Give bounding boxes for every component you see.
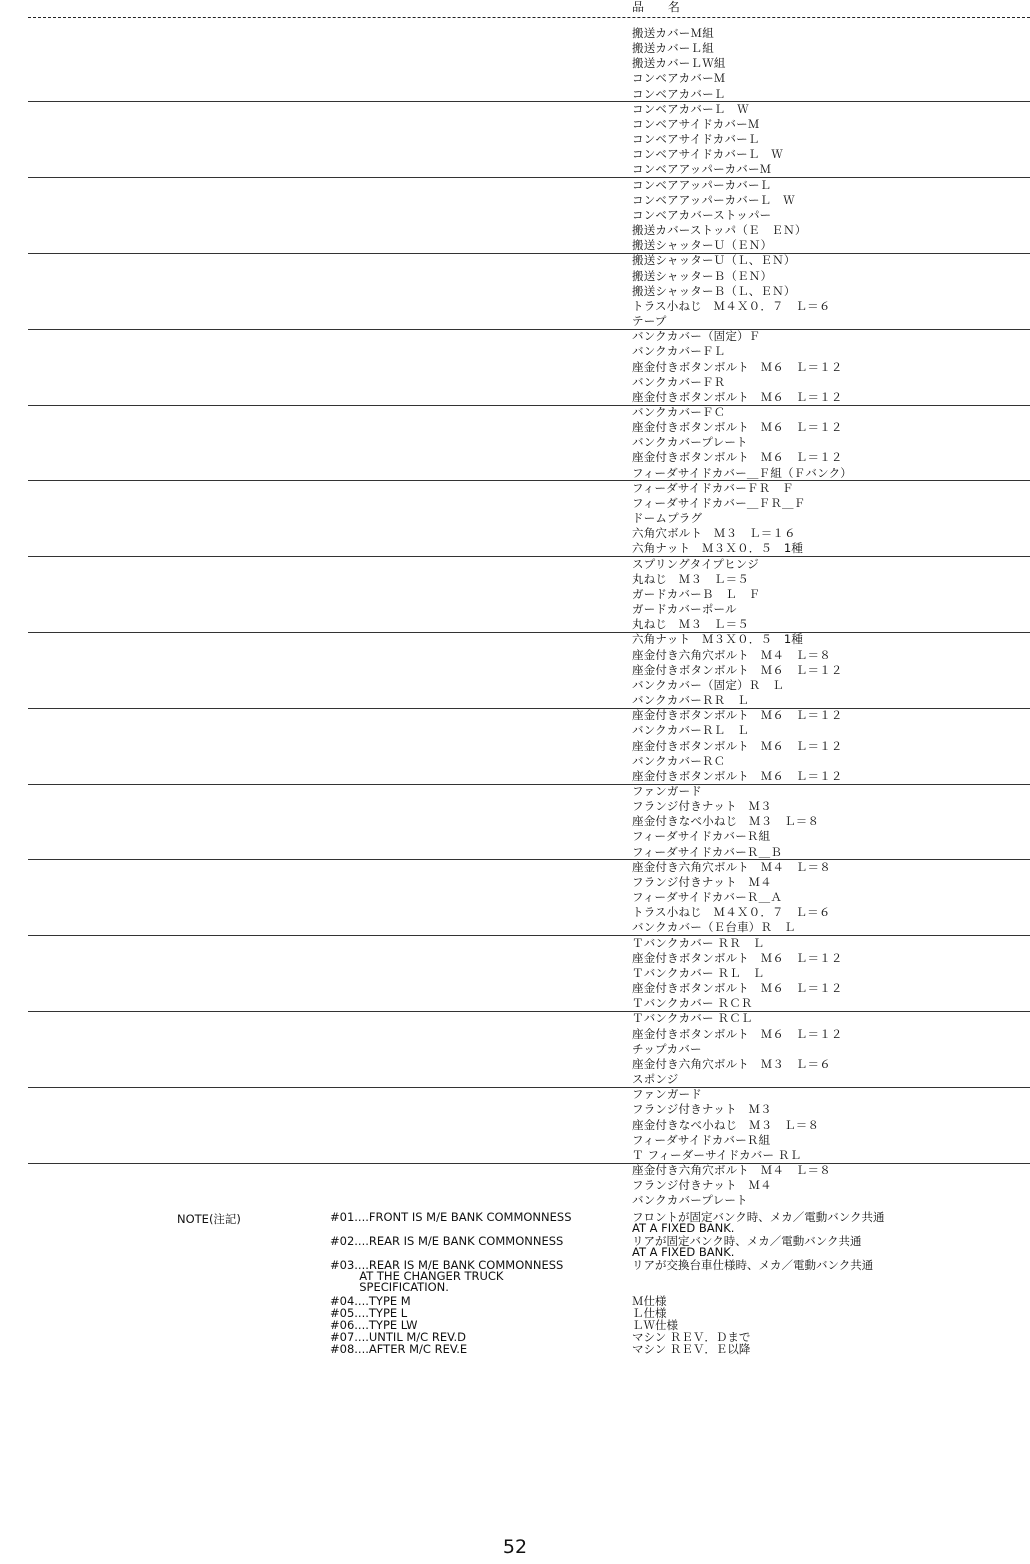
list-item: 座金付きボタンボルト Ｍ６ Ｌ＝１２ (632, 950, 843, 965)
list-item: チップカバー (632, 1041, 702, 1056)
list-item: バンクカバーＲＲ Ｌ (632, 693, 749, 708)
list-item: コンベアカバーＬ (632, 86, 726, 101)
list-item: 搬送シャッターＵ（Ｌ、ＥＮ） (632, 253, 796, 268)
list-item: 座金付きボタンボルト Ｍ６ Ｌ＝１２ (632, 662, 843, 677)
list-item: フィーダサイドカバー＿Ｆ組（Ｆバンク） (632, 465, 852, 480)
list-item: フィーダサイドカバーＲ＿Ｂ (632, 844, 783, 859)
list-item: 座金付き六角穴ボルト Ｍ４ Ｌ＝８ (632, 859, 831, 874)
list-item: 座金付き六角穴ボルト Ｍ３ Ｌ＝６ (632, 1056, 831, 1071)
note-entry-en: #04....TYPE M (330, 1294, 411, 1308)
list-item: 座金付きボタンボルト Ｍ６ Ｌ＝１２ (632, 708, 843, 723)
list-item: 搬送シャッターＵ（ＥＮ） (632, 238, 773, 253)
page-number: 52 (502, 1536, 528, 1558)
list-item: 搬送カバーＬＷ組 (632, 56, 726, 71)
list-item: バンクカバー（Ｅ台車）Ｒ Ｌ (632, 920, 796, 935)
list-item: コンベアアッパーカバーＭ (632, 162, 772, 177)
note-entry-en: #02....REAR IS M/E BANK COMMONNESS (330, 1234, 564, 1248)
row-separator (28, 177, 1030, 178)
list-item: バンクカバー（固定）Ｒ Ｌ (632, 677, 784, 692)
list-item: 座金付きボタンボルト Ｍ６ Ｌ＝１２ (632, 768, 843, 783)
list-item: 六角ナット Ｍ３Ｘ０．５ 1種 (632, 541, 804, 556)
list-item: 搬送シャッターＢ（ＥＮ） (632, 268, 773, 283)
list-item: コンベアサイドカバーＬ (632, 132, 760, 147)
note-entry-jp: ＬＷ仕様 (632, 1318, 678, 1332)
list-item: 六角ナット Ｍ３Ｘ０．５ 1種 (632, 632, 804, 647)
row-separator (28, 556, 1030, 557)
list-item: スプリングタイプヒンジ (632, 556, 759, 571)
list-item: バンクカバーＦＣ (632, 405, 726, 419)
list-item: フランジ付きナット Ｍ４ (632, 1178, 772, 1193)
list-item: テープ (632, 314, 667, 329)
list-item: 座金付きボタンボルト Ｍ６ Ｌ＝１２ (632, 450, 843, 465)
note-entry-jp: マシン ＲＥＶ．Ｄまで (632, 1330, 751, 1344)
header-divider (28, 17, 1030, 18)
list-item: トラス小ねじ Ｍ４Ｘ０．７ Ｌ＝６ (632, 298, 831, 313)
list-item: フィーダサイドカバーＦＲ Ｆ (632, 480, 794, 495)
note-entry-jp: Ｌ仕様 (632, 1306, 667, 1320)
list-item: 座金付きボタンボルト Ｍ６ Ｌ＝１２ (632, 738, 843, 753)
list-item: フィーダサイドカバーＲ＿Ａ (632, 890, 783, 905)
list-item: 丸ねじ Ｍ３ Ｌ＝５ (632, 617, 749, 632)
list-item: フィーダサイドカバーＲ組 (632, 829, 771, 844)
note-entry-en: #01....FRONT IS M/E BANK COMMONNESS (330, 1210, 572, 1224)
list-item: フランジ付きナット Ｍ３ (632, 1102, 772, 1117)
row-separator (28, 859, 1030, 860)
list-item: フランジ付きナット Ｍ３ (632, 799, 772, 814)
list-item: 座金付きボタンボルト Ｍ６ Ｌ＝１２ (632, 389, 843, 404)
list-item: 座金付きボタンボルト Ｍ６ Ｌ＝１２ (632, 420, 843, 435)
list-item: 搬送カバーストッパ（Ｅ ＥＮ） (632, 223, 807, 238)
list-item: コンベアカバーＭ (632, 71, 726, 86)
note-entry-jp: リアが交換台車仕様時、メカ／電動バンク共通 (632, 1258, 874, 1272)
row-separator (28, 480, 1030, 481)
list-item: 座金付きボタンボルト Ｍ６ Ｌ＝１２ (632, 359, 843, 374)
list-item: バンクカバーＲＣ (632, 753, 726, 768)
list-item: バンクカバーＦＲ (632, 374, 726, 389)
list-item: 搬送カバーＬ組 (632, 41, 714, 56)
list-item: Ｔ フィーダーサイドカバー ＲＬ (632, 1147, 802, 1162)
note-entry-en: #07....UNTIL M/C REV.D (330, 1330, 467, 1344)
row-separator (28, 784, 1030, 785)
list-item: Ｔバンクカバー ＲＣＲ (632, 996, 753, 1011)
list-item: 座金付きなべ小ねじ Ｍ３ Ｌ＝８ (632, 814, 820, 829)
row-separator (28, 253, 1030, 254)
note-entry-en: #08....AFTER M/C REV.E (330, 1342, 468, 1356)
list-item: 座金付きボタンボルト Ｍ６ Ｌ＝１２ (632, 1026, 843, 1041)
list-item: トラス小ねじ Ｍ４Ｘ０．７ Ｌ＝６ (632, 905, 831, 920)
note-entry-en: #05....TYPE L (330, 1306, 408, 1320)
list-item: ガードカバーポール (632, 602, 737, 617)
list-item: フィーダサイドカバーＲ組 (632, 1132, 771, 1147)
row-separator (28, 1163, 1030, 1164)
list-item: フィーダサイドカバー＿ＦＲ＿Ｆ (632, 495, 806, 510)
list-item: コンベアアッパーカバーＬ (632, 177, 772, 192)
list-item: コンベアサイドカバーＭ (632, 116, 760, 131)
list-item: フランジ付きナット Ｍ４ (632, 874, 772, 889)
column-header-item-name: 品 名 (632, 0, 690, 14)
list-item: 搬送カバーＭ組 (632, 26, 714, 40)
list-item: スポンジ (632, 1072, 679, 1087)
list-item: ドームプラグ (632, 511, 703, 526)
row-separator (28, 1087, 1030, 1088)
list-item: 座金付き六角穴ボルト Ｍ４ Ｌ＝８ (632, 647, 831, 662)
list-item: ファンガード (632, 1087, 702, 1102)
list-item: バンクカバー（固定）Ｆ (632, 329, 761, 344)
list-item: 座金付き六角穴ボルト Ｍ４ Ｌ＝８ (632, 1163, 831, 1177)
row-separator (28, 101, 1030, 102)
list-item: 丸ねじ Ｍ３ Ｌ＝５ (632, 571, 749, 586)
row-separator (28, 1011, 1030, 1012)
list-item: ガードカバーＢ Ｌ Ｆ (632, 586, 761, 601)
list-item: バンクカバーＲＬ Ｌ (632, 723, 749, 738)
row-separator (28, 329, 1030, 330)
list-item: 座金付きなべ小ねじ Ｍ３ Ｌ＝８ (632, 1117, 820, 1132)
row-separator (28, 405, 1030, 406)
list-item: バンクカバープレート (632, 435, 748, 450)
row-separator (28, 935, 1030, 936)
note-entry-jp: リアが固定バンク時、メカ／電動バンク共通 AT A FIXED BANK. (632, 1234, 862, 1259)
list-item: Ｔバンクカバー ＲＲ Ｌ (632, 935, 765, 950)
list-item: バンクカバープレート (632, 1193, 748, 1208)
list-item: Ｔバンクカバー ＲＬ Ｌ (632, 965, 765, 980)
list-item: コンベアアッパーカバーＬ Ｗ (632, 192, 795, 207)
note-entry-jp: マシン ＲＥＶ．Ｅ以降 (632, 1342, 751, 1356)
list-item: ファンガード (632, 784, 702, 798)
note-entry-en: #03....REAR IS M/E BANK COMMONNESS AT THE CHANGER TRUCK SPECIFICATION. (330, 1258, 564, 1294)
row-separator (28, 708, 1030, 709)
note-entry-jp: フロントが固定バンク時、メカ／電動バンク共通 AT A FIXED BANK. (632, 1210, 885, 1235)
list-item: 搬送シャッターＢ（Ｌ、ＥＮ） (632, 283, 796, 298)
note-label: NOTE(注記) (177, 1212, 241, 1226)
list-item: コンベアカバーＬ Ｗ (632, 101, 749, 116)
note-entry-jp: Ｍ仕様 (632, 1294, 667, 1308)
list-item: Ｔバンクカバー ＲＣＬ (632, 1011, 753, 1026)
list-item: コンベアカバーストッパー (632, 207, 772, 222)
list-item: コンベアサイドカバーＬ Ｗ (632, 147, 783, 162)
row-separator (28, 632, 1030, 633)
list-item: 座金付きボタンボルト Ｍ６ Ｌ＝１２ (632, 981, 843, 996)
list-item: 六角穴ボルト Ｍ３ Ｌ＝１６ (632, 526, 796, 541)
list-item: バンクカバーＦＬ (632, 344, 726, 359)
note-entry-en: #06....TYPE LW (330, 1318, 418, 1332)
